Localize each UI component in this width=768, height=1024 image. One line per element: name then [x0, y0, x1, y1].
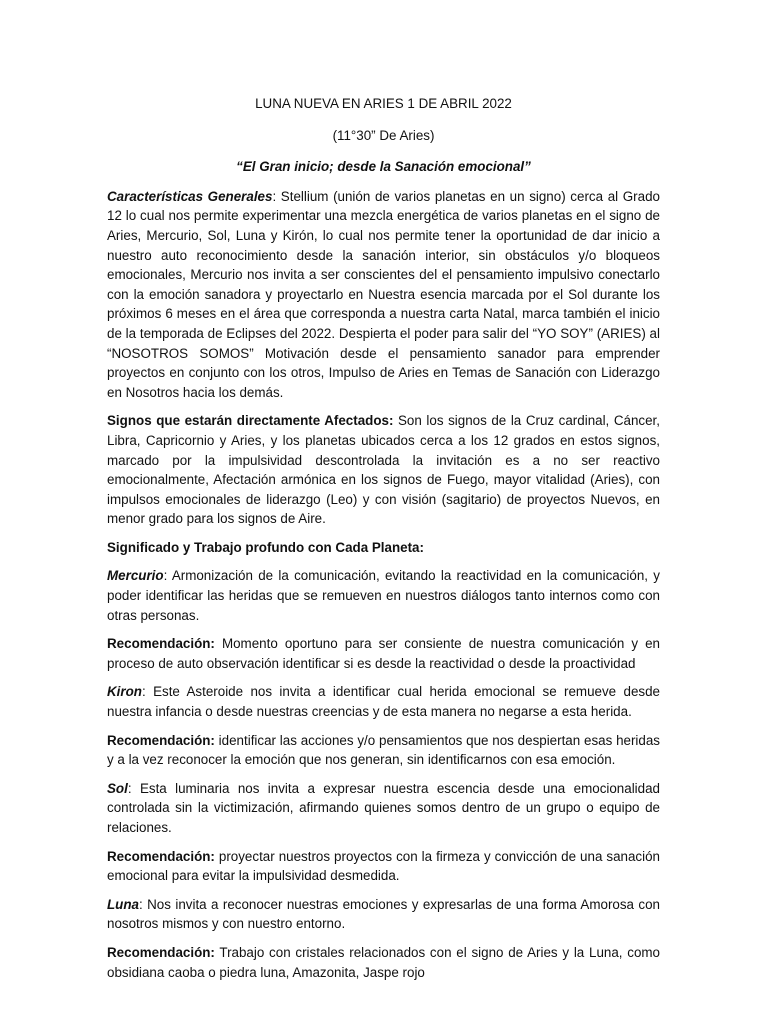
text-luna: : Nos invita a reconocer nuestras emociones y expresarlas de una forma Amorosa con nosotros mismos y con nuestro entorno.	[107, 896, 660, 932]
paragraph-mercurio	[107, 566, 660, 625]
lead-general: Características Generales	[107, 188, 273, 204]
lead-luna: Luna	[107, 896, 139, 912]
text-recommendation-4: Trabajo con cristales relacionados con el signo de Aries y la Luna, como obsidiana caoba o piedra luna, Amazonita, Jaspe rojo	[107, 944, 660, 980]
paragraph-kiron	[107, 682, 660, 721]
paragraph-signs	[107, 411, 660, 529]
document-title: LUNA NUEVA EN ARIES 1 DE ABRIL 2022	[255, 96, 512, 111]
lead-recommendation-4: Recomendación:	[107, 944, 215, 960]
text-recommendation-1: Momento oportuno para ser consiente de nuestra comunicación y en proceso de auto observación identificar si es desde la reactividad o desde la proactividad	[107, 636, 660, 671]
text-mercurio: : Armonización de la comunicación, evitando la reactividad en la comunicación, y poder identificar las heridas que se remueven en nuestros diálogos tanto internos como con otras personas.	[107, 568, 660, 623]
lead-recommendation-3: Recomendación:	[107, 848, 215, 864]
text-sol: : Esta luminaria nos invita a expresar nuestra escencia desde una emocionalidad controlada sin la victimización, afirmando quienes somos dentro de un grupo o equipo de relaciones.	[107, 780, 660, 835]
document-motto: “El Gran inicio; desde la Sanación emocional”	[236, 159, 531, 175]
paragraph-recommendation-4	[107, 943, 660, 982]
paragraph-recommendation-3	[107, 847, 660, 886]
lead-kiron: Kiron	[107, 684, 142, 700]
document-subtitle: (11°30” De Aries)	[332, 127, 435, 143]
paragraph-recommendation-1	[107, 634, 660, 673]
text-general: : Stellium (unión de varios planetas en un signo) cerca al Grado 12 lo cual nos permite experimentar una mezcla energética de varios planetas en el signo de Aries, Mercurio, Sol, Luna y Kirón, lo cual nos permite tener la oportunidad de dar inicio a nuestro auto reconocimiento desde la sanación interior, sin obstáculos y/o bloqueos emocionales, Mercurio nos invita a ser conscientes del el pensamiento impulsivo conectarlo con la emoción sanadora y proyectarlo en Nuestra esencia marcada por el Sol durante los próximos 6 meses en el área que corresponda a nuestra carta Natal, marca también el inicio de la temporada de Eclipses del 2022. Despierta el poder para salir del “YO SOY” (ARIES) al “NOSOTROS SOMOS” Motivación desde el pensamiento sanador para emprender proyectos en conjunto con los otros, Impulso de Aries en Temas de Sanación con Liderazgo en Nosotros hacia los demás.	[107, 188, 660, 400]
paragraph-luna	[107, 895, 660, 934]
text-recommendation-3: proyectar nuestros proyectos con la firmeza y convicción de una sanación emocional para evitar la impulsividad desmedida.	[107, 848, 660, 884]
text-kiron: : Este Asteroide nos invita a identificar cual herida emocional se remueve desde nuestra infancia o desde nuestras creencias y de esta manera no negarse a esta herida.	[107, 684, 660, 720]
lead-signs: Signos que estarán directamente Afectados:	[107, 413, 394, 429]
lead-sol: Sol	[107, 780, 128, 796]
paragraph-recommendation-2	[107, 731, 660, 770]
meaning-heading: Significado y Trabajo profundo con Cada Planeta:	[107, 539, 424, 555]
paragraph-sol	[107, 779, 660, 838]
lead-recommendation-2: Recomendación:	[107, 732, 215, 748]
text-signs: Son los signos de la Cruz cardinal, Cáncer, Libra, Capricornio y Aries, y los planetas ubicados cerca a los 12 grados en estos signos, marcado por la impulsividad descontrolada la invitación es a no ser reactivo emocionalmente, Afectación armónica en los signos de Fuego, mayor vitalidad (Aries), con impulsos emocionales de liderazgo (Leo) y con visión (sagitario) de proyectos Nuevos, en menor grado para los signos de Aire.	[107, 413, 660, 527]
lead-mercurio: Mercurio	[107, 568, 164, 584]
text-recommendation-2: identificar las acciones y/o pensamientos que nos despiertan esas heridas y a la vez reconocer la emoción que nos generan, sin identificarnos con esa emoción.	[107, 732, 660, 768]
paragraph-general	[107, 187, 660, 403]
lead-recommendation-1: Recomendación:	[107, 636, 215, 652]
